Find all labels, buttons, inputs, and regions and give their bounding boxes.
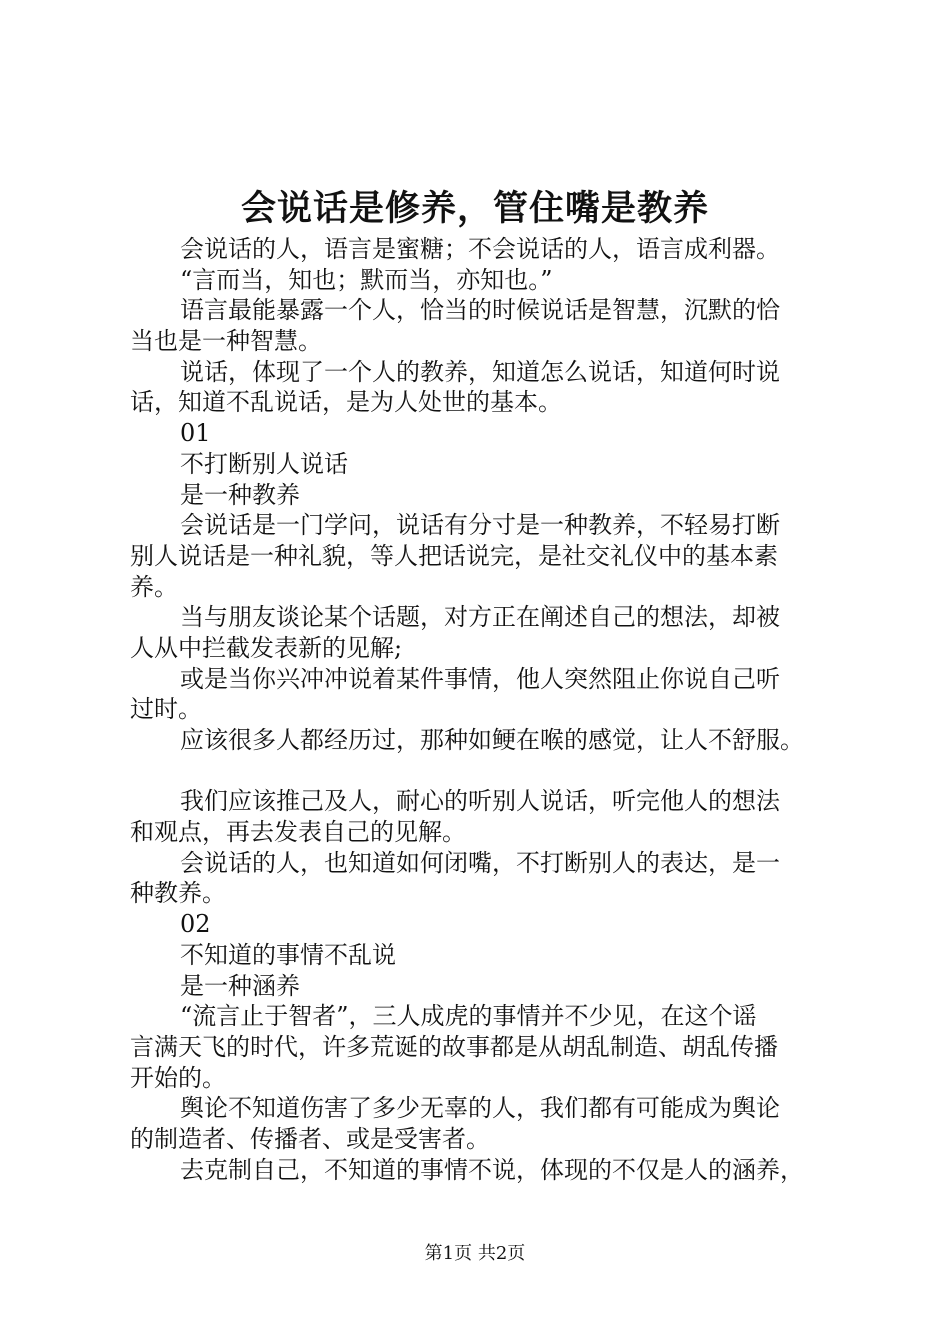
text-line: 话，知道不乱说话，是为人处世的基本。 [130,388,562,417]
text-line: 人从中拦截发表新的见解; [130,633,403,662]
section-heading: 不打断别人说话 [180,449,348,478]
text-line: 会说话是一门学问，说话有分寸是一种教养，不轻易打断 [180,511,780,540]
section-subheading: 是一种涵养 [180,971,300,1000]
section-heading: 不知道的事情不乱说 [180,940,396,969]
text-line: 和观点，再去发表自己的见解。 [130,818,466,847]
text-line: 当与朋友谈论某个话题，对方正在阐述自己的想法，却被 [180,603,780,632]
text-line: 会说话的人，语言是蜜糖；不会说话的人，语言成利器。 [180,235,780,263]
text-line: 我们应该推己及人，耐心的听别人说话，听完他人的想法 [180,787,780,816]
document-body [130,234,842,1185]
text-line: 开始的。 [130,1063,226,1092]
text-line: 应该很多人都经历过，那种如鲠在喉的感觉，让人不舒服。 [180,726,804,754]
text-line: 种教养。 [130,879,226,908]
text-line: 当也是一种智慧。 [130,327,322,356]
text-line: 会说话的人，也知道如何闭嘴，不打断别人的表达，是一 [180,848,780,877]
blank-line [130,756,842,787]
text-line: “流言止于智者”，三人成虎的事情并不少见，在这个谣 [180,1002,757,1031]
section-number: 01 [180,419,211,448]
text-line: 舆论不知道伤害了多少无辜的人，我们都有可能成为舆论 [180,1094,780,1123]
section-number: 02 [180,910,211,939]
page-footer: 第1页 共2页 [424,1243,526,1264]
text-line: 或是当你兴冲冲说着某件事情，他人突然阻止你说自己听 [180,664,780,693]
text-line: 去克制自己，不知道的事情不说，体现的不仅是人的涵养， [180,1155,804,1184]
text-line: 的制造者、传播者、或是受害者。 [130,1124,490,1153]
text-line: 说话，体现了一个人的教养，知道怎么说话，知道何时说 [180,357,780,386]
text-line: 别人说话是一种礼貌，等人把话说完，是社交礼仪中的基本素 [130,541,778,570]
document-title: 会说话是修养，管住嘴是教养 [240,188,709,229]
text-line: 养。 [130,572,178,601]
text-line: 过时。 [130,695,202,724]
text-line: 言满天飞的时代，许多荒诞的故事都是从胡乱制造、胡乱传播 [130,1032,778,1061]
section-subheading: 是一种教养 [180,480,300,509]
text-line: “言而当，知也；默而当，亦知也。” [180,265,553,294]
text-line: 语言最能暴露一个人，恰当的时候说话是智慧，沉默的恰 [180,296,780,325]
